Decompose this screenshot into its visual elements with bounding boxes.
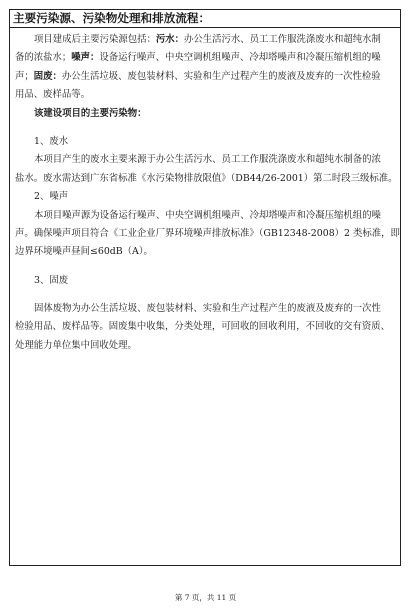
report-frame [9, 9, 401, 566]
page-number: 第 7 页，共 11 页 [174, 593, 237, 602]
intro-text: 项目建成后主要污染源包括： [34, 34, 156, 45]
intro-line-2 [15, 49, 396, 67]
solid-waste-label: 固废： [33, 70, 62, 82]
wastewater-line: 盐水。废水需达到广东省标准《水污染物排放限值》（DB44/26-2001）第二时段三级标准。 [15, 172, 398, 184]
noise-heading: 2、噪声 [34, 191, 69, 203]
intro-text: 声； [15, 70, 34, 82]
noise-line: 本项目噪声源为设备运行噪声、中央空调机组噪声、冷却塔噪声和冷凝压缩机组的噪 [34, 209, 381, 221]
wastewater-heading: 1、废水 [34, 135, 69, 147]
solid-waste-line: 处理能力单位集中回收处理。 [15, 339, 137, 351]
main-pollutants-heading: 该建设项目的主要污染物： [34, 107, 147, 119]
intro-line-4: 用品、废样品等。 [15, 89, 91, 101]
intro-line-1 [15, 31, 396, 49]
wastewater-line: 本项目产生的废水主要来源于办公生活污水、员工工作服洗涤废水和超纯水制备的浓 [34, 154, 381, 166]
solid-waste-line: 检验用品、废样品等。固废集中收集，分类处理，可回收的回收利用，不回收的交有资质、 [15, 321, 391, 333]
solid-waste-line: 固体废物为办公生活垃圾、废包装材料、实验和生产过程产生的废液及废弃的一次性 [34, 303, 381, 315]
intro-text: 办公生活垃圾、废包装材料、实验和生产过程产生的废液及废弃的一次性检验 [61, 70, 381, 82]
wastewater-label: 污水： [155, 34, 185, 45]
intro-line-3 [15, 68, 396, 86]
noise-line: 边界环境噪声昼间≤60dB（A）。 [15, 246, 153, 258]
intro-text: 设备运行噪声、中央空调机组噪声、冷却塔噪声和冷凝压缩机组的噪 [99, 52, 381, 64]
intro-text: 办公生活污水、员工工作服洗涤废水和超纯水制 [184, 34, 381, 45]
section-body [15, 31, 400, 355]
noise-label: 噪声： [71, 52, 100, 64]
solid-waste-heading: 3、固废 [34, 274, 69, 286]
section-title: 主要污染源、污染物处理和排放流程： [10, 10, 400, 28]
intro-text: 备的浓盐水； [15, 52, 72, 64]
noise-line: 声。确保噪声项目符合《工业企业厂界环境噪声排放标准》（GB12348-2008）2 类标准，即 [15, 227, 400, 239]
